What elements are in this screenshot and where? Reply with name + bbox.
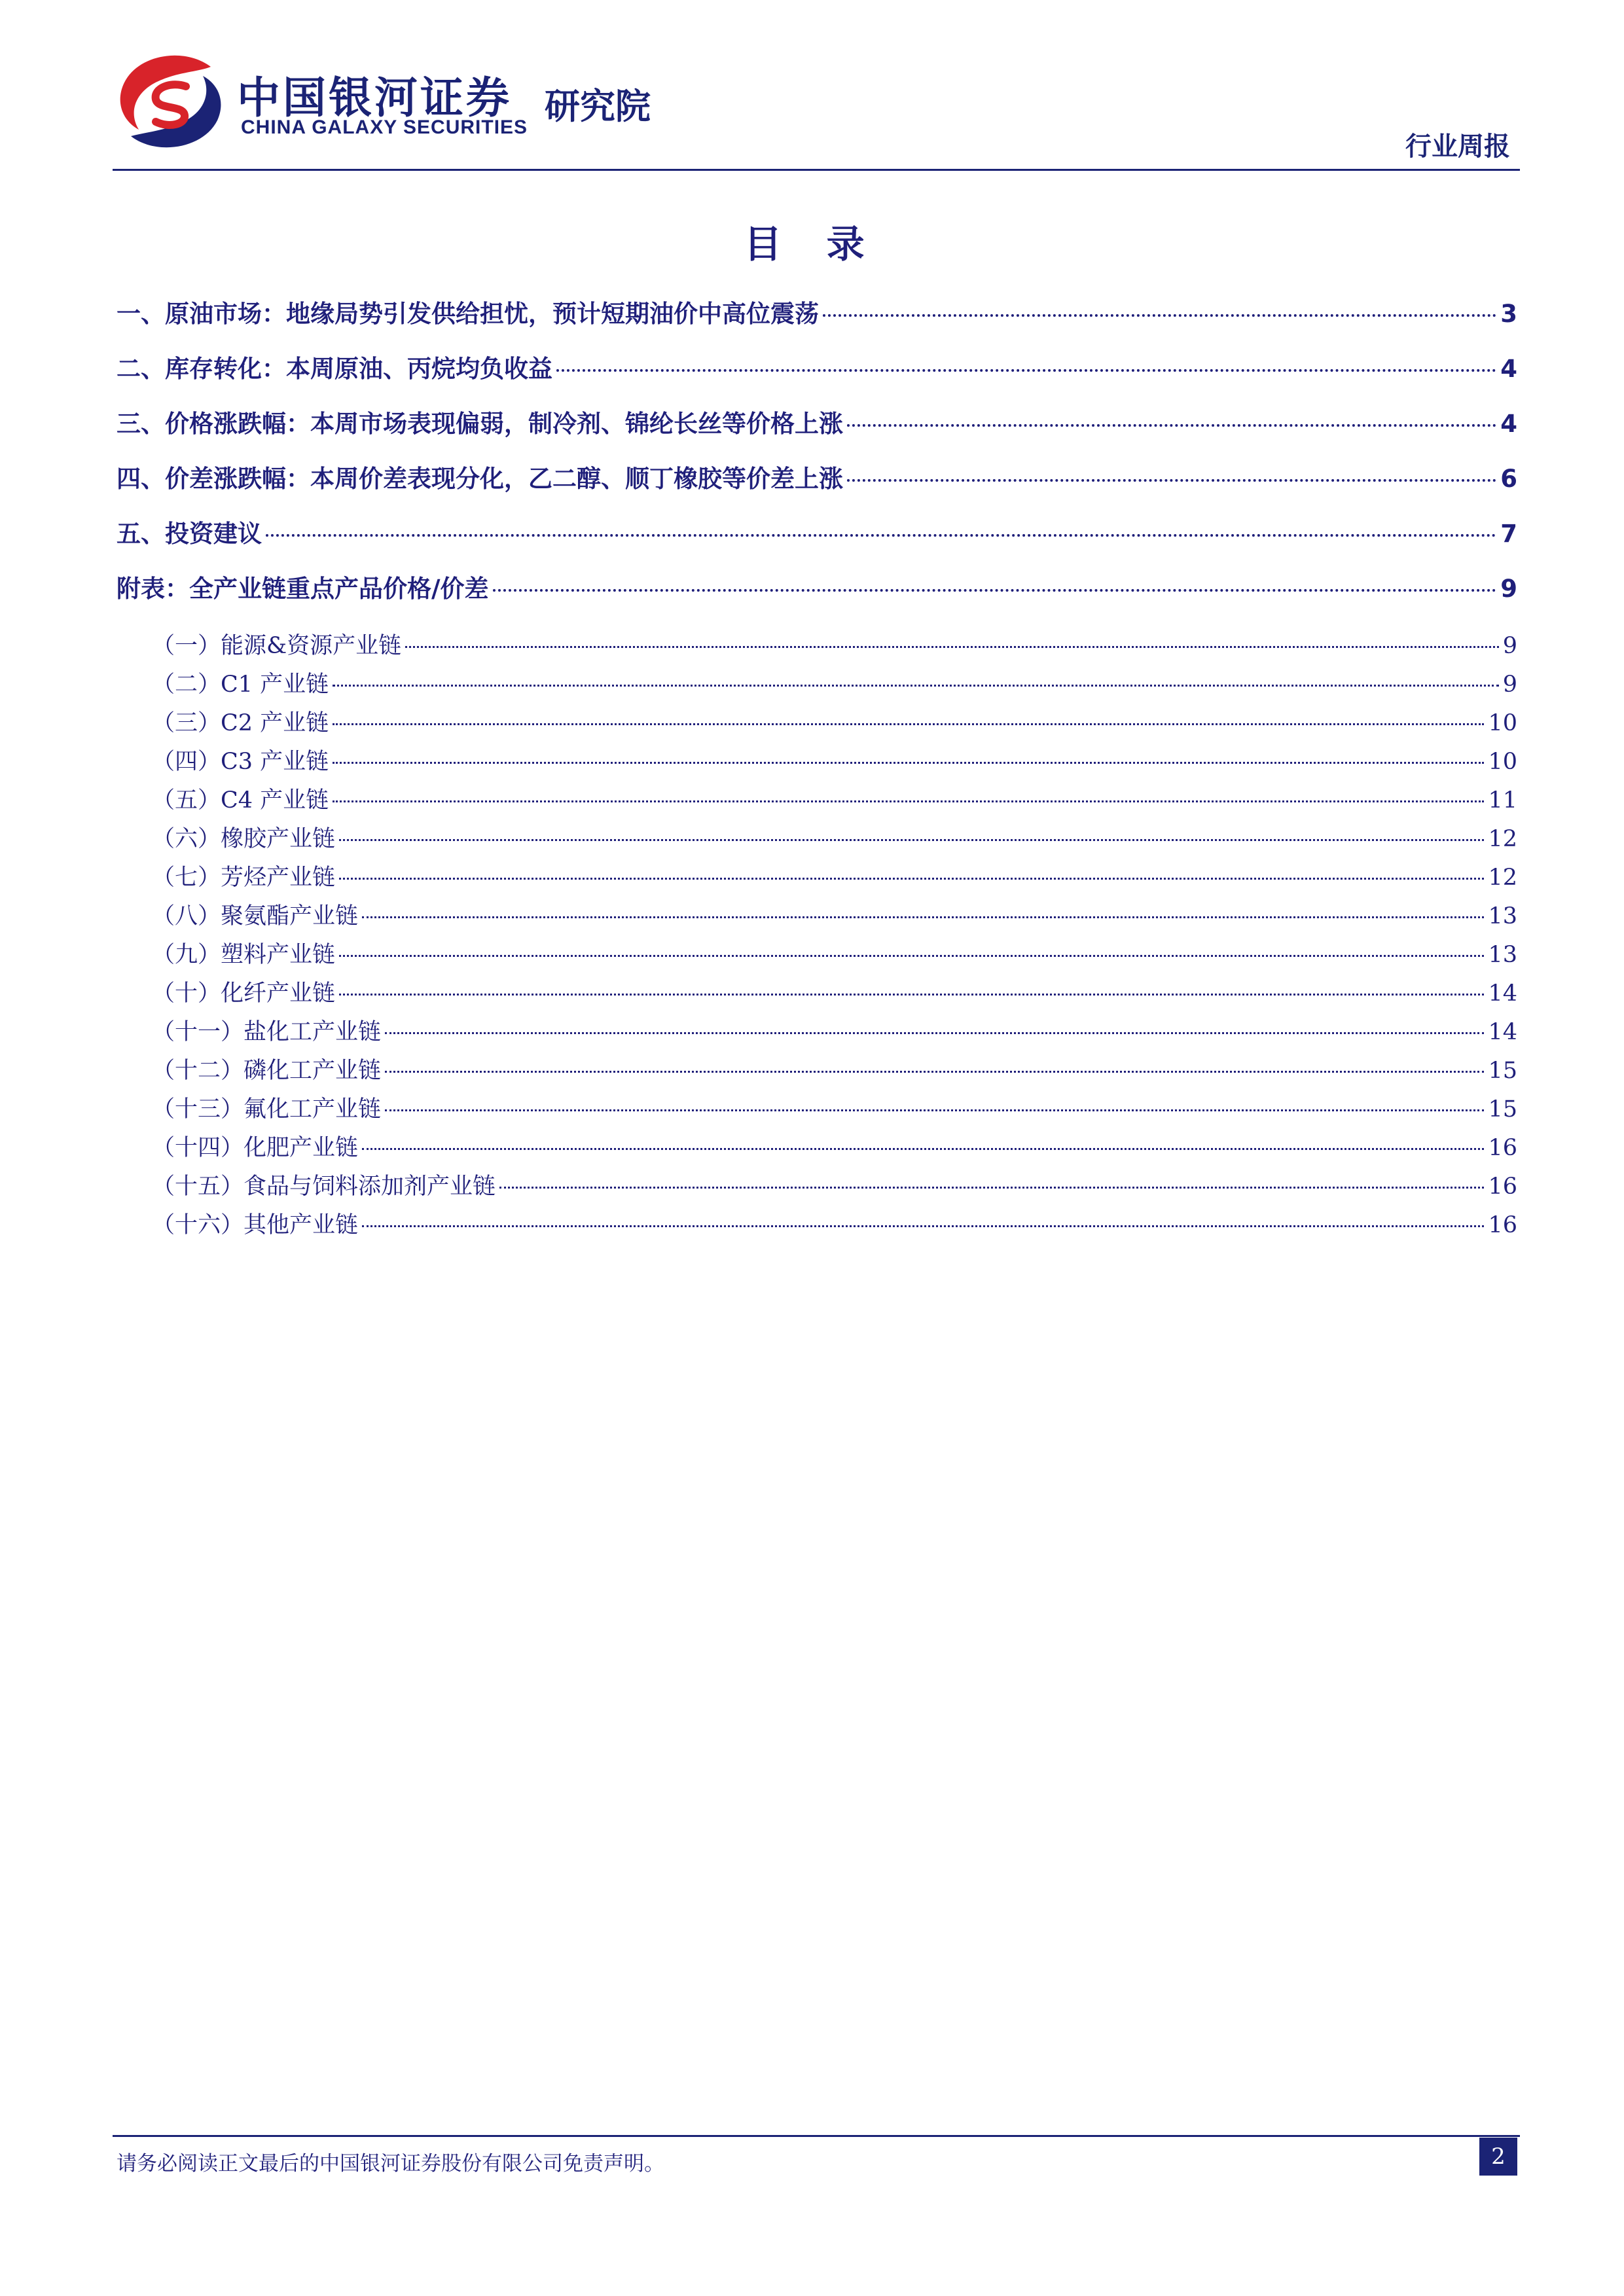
dot-leader — [493, 589, 1497, 592]
toc-subsection-8[interactable] — [117, 897, 1517, 936]
report-type-label: 行业周报 — [1405, 132, 1510, 162]
toc-section-4[interactable] — [117, 452, 1517, 507]
galaxy-logo-icon — [113, 52, 226, 151]
toc-entry-label: 三、价格涨跌幅：本周市场表现偏弱，制冷剂、锦纶长丝等价格上涨 — [117, 410, 843, 438]
toc-subsection-1[interactable] — [117, 627, 1517, 666]
toc-entry-page: 13 — [1488, 903, 1517, 929]
dot-leader — [847, 424, 1496, 427]
toc-entry-page: 14 — [1488, 980, 1517, 1007]
toc-entry-label: （十一）盐化工产业链 — [152, 1019, 382, 1045]
toc-entry-label: （九）塑料产业链 — [152, 942, 336, 968]
toc-subsection-15[interactable] — [117, 1168, 1517, 1206]
dot-leader — [339, 955, 1484, 957]
brand-name-en: CHINA GALAXY SECURITIES — [241, 117, 528, 138]
toc-subsection-12[interactable] — [117, 1052, 1517, 1090]
toc-entry-label: （十二）磷化工产业链 — [152, 1058, 382, 1084]
dot-leader — [339, 994, 1484, 996]
footer-divider — [113, 2135, 1520, 2137]
toc-entry-label: 四、价差涨跌幅：本周价差表现分化，乙二醇、顺丁橡胶等价差上涨 — [117, 465, 843, 493]
toc-subsection-5[interactable] — [117, 781, 1517, 820]
toc-entry-page: 15 — [1488, 1058, 1517, 1084]
dot-leader — [333, 800, 1484, 802]
dot-leader — [362, 1148, 1484, 1150]
toc-entry-label: （三）C2 产业链 — [152, 710, 329, 736]
toc-entry-page: 4 — [1500, 355, 1517, 383]
toc-entry-page: 16 — [1488, 1212, 1517, 1238]
dot-leader — [499, 1187, 1484, 1189]
toc-entry-page: 11 — [1488, 787, 1517, 814]
toc-subsection-16[interactable] — [117, 1206, 1517, 1245]
dot-leader — [333, 685, 1499, 687]
toc-entry-page: 12 — [1488, 826, 1517, 852]
toc-entry-label: （十三）氟化工产业链 — [152, 1096, 382, 1122]
toc-subsection-6[interactable] — [117, 820, 1517, 859]
toc-entry-page: 16 — [1488, 1135, 1517, 1161]
toc-entry-label: 附表：全产业链重点产品价格/价差 — [117, 575, 489, 603]
toc-entry-page: 14 — [1488, 1019, 1517, 1045]
toc-entry-label: （十四）化肥产业链 — [152, 1135, 359, 1161]
page-header — [0, 0, 1624, 171]
toc-subsection-4[interactable] — [117, 743, 1517, 781]
toc-entry-label: 二、库存转化：本周原油、丙烷均负收益 — [117, 355, 552, 383]
dot-leader — [823, 314, 1496, 317]
dot-leader — [362, 916, 1484, 918]
toc-subsection-13[interactable] — [117, 1090, 1517, 1129]
toc-subsection-11[interactable] — [117, 1013, 1517, 1052]
toc-section-appendix[interactable] — [117, 562, 1517, 617]
toc-entry-label: （五）C4 产业链 — [152, 787, 329, 814]
toc-entry-page: 4 — [1500, 410, 1517, 438]
toc-subsection-2[interactable] — [117, 666, 1517, 704]
toc-entry-page: 9 — [1502, 672, 1517, 698]
toc-entry-page: 15 — [1488, 1096, 1517, 1122]
toc-entry-label: （十）化纤产业链 — [152, 980, 336, 1007]
toc-subsection-7[interactable] — [117, 859, 1517, 897]
toc-entry-page: 3 — [1500, 300, 1517, 328]
toc-title: 目 录 — [744, 222, 880, 266]
dot-leader — [266, 534, 1496, 537]
toc-section-3[interactable] — [117, 397, 1517, 452]
toc-entry-label: （二）C1 产业链 — [152, 672, 329, 698]
dot-leader — [339, 839, 1484, 841]
toc-entry-label: （一）能源&资源产业链 — [152, 633, 402, 659]
dot-leader — [385, 1109, 1484, 1111]
page-number: 2 — [1479, 2138, 1517, 2176]
dot-leader — [556, 369, 1496, 372]
toc-entry-page: 12 — [1488, 865, 1517, 891]
dot-leader — [385, 1032, 1484, 1034]
brand-name-cn: 中国银河证券 — [237, 73, 512, 123]
dot-leader — [339, 878, 1484, 880]
header-divider — [113, 169, 1520, 171]
toc-entry-page: 6 — [1500, 465, 1517, 493]
toc-entry-label: （六）橡胶产业链 — [152, 826, 336, 852]
toc-entry-page: 10 — [1488, 710, 1517, 736]
toc-section-1[interactable] — [117, 287, 1517, 342]
toc-entry-label: （八）聚氨酯产业链 — [152, 903, 359, 929]
dot-leader — [362, 1225, 1484, 1227]
toc-spacer — [117, 617, 1517, 627]
toc-section-5[interactable] — [117, 507, 1517, 562]
toc-subsection-3[interactable] — [117, 704, 1517, 743]
dot-leader — [333, 762, 1484, 764]
footer-disclaimer: 请务必阅读正文最后的中国银河证券股份有限公司免责声明。 — [117, 2152, 664, 2176]
toc-subsection-9[interactable] — [117, 936, 1517, 975]
toc-entry-label: （十六）其他产业链 — [152, 1212, 359, 1238]
dot-leader — [405, 646, 1499, 648]
toc-entry-page: 7 — [1500, 520, 1517, 548]
institute-name: 研究院 — [545, 86, 651, 127]
toc-entry-label: （七）芳烃产业链 — [152, 865, 336, 891]
toc-section-2[interactable] — [117, 342, 1517, 397]
toc-entry-label: 一、原油市场：地缘局势引发供给担忧，预计短期油价中高位震荡 — [117, 300, 819, 328]
toc-entry-page: 16 — [1488, 1174, 1517, 1200]
dot-leader — [385, 1071, 1484, 1073]
toc-entry-page: 13 — [1488, 942, 1517, 968]
toc-entry-label: （四）C3 产业链 — [152, 749, 329, 775]
toc-subsection-10[interactable] — [117, 975, 1517, 1013]
toc-entry-page: 9 — [1502, 633, 1517, 659]
toc-subsection-14[interactable] — [117, 1129, 1517, 1168]
dot-leader — [847, 479, 1496, 482]
table-of-contents — [117, 287, 1517, 1245]
toc-entry-label: 五、投资建议 — [117, 520, 262, 548]
dot-leader — [333, 723, 1484, 725]
toc-entry-label: （十五）食品与饲料添加剂产业链 — [152, 1174, 496, 1200]
toc-entry-page: 10 — [1488, 749, 1517, 775]
toc-entry-page: 9 — [1500, 575, 1517, 603]
